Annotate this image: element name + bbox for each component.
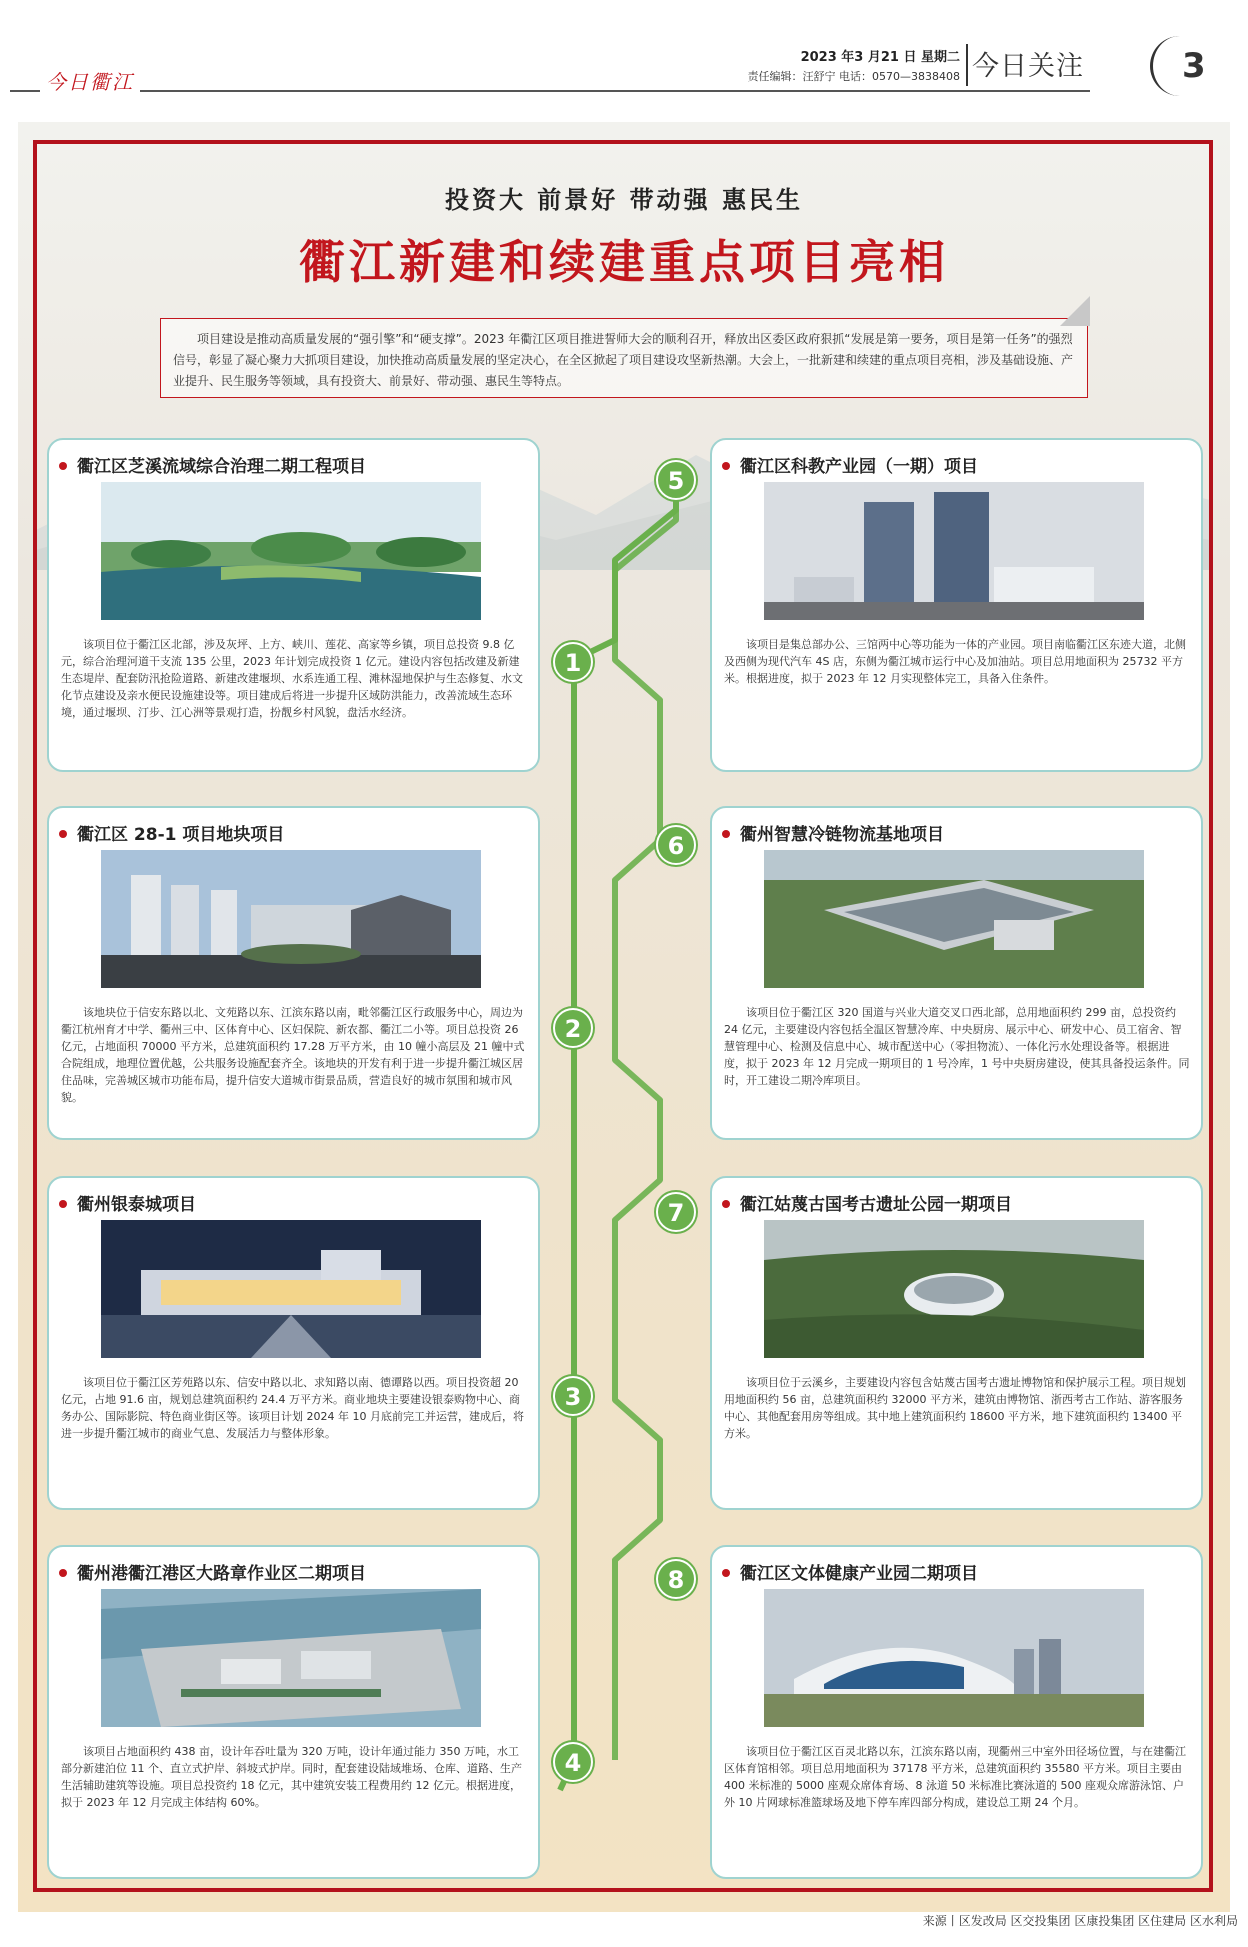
project-title: 衢江区文体健康产业园二期项目 [722,1559,978,1584]
project-description: 该项目位于衢江区 320 国道与兴业大道交叉口西北部，总用地面积约 299 亩，总投资约 24 亿元，主要建设内容包括全温区智慧冷库、中央厨房、展示中心、研发中心、员工宿舍、智慧管理中心、检测及信息中心、城市配送中心（零担物流）、一体化污水处理设备等。根据进度，拟于 2023 年 12 月完成一期项目的 1 号冷库，1 号中央厨房建设，使其具备投运条件。同时，开工建设二期冷库项目。 [724,1006,1190,1087]
project-card-4 [47,1545,540,1879]
bullet-icon [59,830,67,838]
project-card-3 [47,1176,540,1510]
headline: 衢江新建和续建重点项目亮相 [299,235,949,289]
project-card-5 [710,438,1203,772]
project-number-3: 3 [553,1376,593,1416]
project-photo-museum [764,1220,1144,1358]
project-description: 该项目位于衢江区北部，涉及灰坪、上方、峡川、莲花、高家等乡镇，项目总投资 9.8 亿元，综合治理河道干支流 135 公里，2023 年计划完成投资 1 亿元。建设内容包括改建及新建生态堤岸、配套防汛抢险道路、新建改建堰坝、水系连通工程、滩林湿地保护与生态修复、水文化节点建设及亲水便民设施建设等。项目建成后将进一步提升区域防洪能力，改善流域生态环境，通过堰坝、汀步、江心洲等景观打造，扮靓乡村风貌，盘活水经济。 [61,638,523,719]
project-number-1: 1 [553,642,593,682]
project-card-6 [710,806,1203,1140]
project-number-4: 4 [553,1742,593,1782]
project-description: 该项目是集总部办公、三馆两中心等功能为一体的产业园。项目南临衢江区东迹大道，北侧及西侧为现代汽车 4S 店，东侧为衢江城市运行中心及加油站。项目总用地面积为 25732 平方米。根据进度，拟于 2023 年 12 月实现整体完工，具备入住条件。 [724,638,1186,685]
bullet-icon [59,1200,67,1208]
issue-date: 2023 年3 月21 日 星期二 [800,50,960,65]
project-card-7 [710,1176,1203,1510]
project-description: 该项目占地面积约 438 亩，设计年吞吐量为 320 万吨，设计年通过能力 350 万吨，水工部分新建泊位 11 个、直立式护岸、斜坡式护岸。同时，配套建设陆域堆场、仓库、道路、生产生活辅助建筑等设施。项目总投资约 18 亿元，其中建筑安装工程费用约 12 亿元。根据进度，拟于 2023 年 12 月完成主体结构 60%。 [61,1745,522,1809]
project-photo-stadium [764,1589,1144,1727]
editor-info: 责任编辑：汪舒宁 电话：0570—3838408 [747,70,960,83]
bullet-icon [722,1569,730,1577]
section-name: 今日关注 [972,51,1084,82]
project-title: 衢州智慧冷链物流基地项目 [722,820,944,845]
bullet-icon [59,1569,67,1577]
masthead-rule [10,90,1090,92]
project-number-6: 6 [656,825,696,865]
source-line: 来源丨区发改局 区交投集团 区康投集团 区住建局 区水利局 [922,1914,1238,1928]
masthead [0,0,1248,110]
slogan: 投资大 前景好 带动强 惠民生 [444,185,804,214]
project-number-2: 2 [553,1008,593,1048]
project-description: 该地块位于信安东路以北、文苑路以东、江滨东路以南，毗邻衢江区行政服务中心，周边为衢江杭州育才中学、衢州三中、区体育中心、区妇保院、新农都、衢江二小等。项目总投资 26 亿元，占地面积 70000 平方米，总建筑面积约 17.28 万平方米，由 10 幢小高层及 21 幢中式合院组成，地理位置优越，公共服务设施配套齐全。该地块的开发有利于进一步提升衢江城区居住品味，完善城区城市功能布局，提升信安大道城市街景品质，营造良好的城市氛围和城市风貌。 [61,1006,525,1104]
project-number-8: 8 [656,1559,696,1599]
project-description: 该项目位于云溪乡，主要建设内容包含姑蔑古国考古遗址博物馆和保护展示工程。项目规划用地面积约 56 亩，总建筑面积约 32000 平方米，建筑由博物馆、浙西考古工作站、游客服务中心、其他配套用房等组成。其中地上建筑面积约 18600 平方米，地下建筑面积约 13400 平方米。 [724,1376,1186,1440]
project-number-5: 5 [656,460,696,500]
intro-paragraph: 项目建设是推动高质量发展的“强引擎”和“硬支撑”。2023 年衢江区项目推进誓师大会的顺利召开，释放出区委区政府狠抓“发展是第一要务，项目是第一任务”的强烈信号，彰显了凝心聚力大抓项目建设，加快推动高质量发展的坚定决心，在全区掀起了项目建设攻坚新热潮。大会上，一批新建和续建的重点项目亮相，涉及基础设施、产业提升、民生服务等领域，具有投资大、前景好、带动强、惠民生等特点。 [160,318,1088,398]
paper-name: 今日衢江 [40,66,140,95]
project-description: 该项目位于衢江区芳苑路以东、信安中路以北、求知路以南、德谭路以西。项目投资超 20 亿元，占地 91.6 亩，规划总建筑面积约 24.4 万平方米。商业地块主要建设银泰购物中心、商务办公、国际影院、特色商业街区等。该项目计划 2024 年 10 月底前完工并运营，建成后，将进一步提升衢江城市的商业气息、发展活力与整体形象。 [61,1376,524,1440]
bullet-icon [722,1200,730,1208]
project-title: 衢江姑蔑古国考古遗址公园一期项目 [722,1190,1012,1215]
project-number-7: 7 [656,1192,696,1232]
project-photo-river [101,482,481,620]
page-number: 3 [1182,46,1206,86]
project-photo-coldchain [764,850,1144,988]
bullet-icon [722,462,730,470]
bullet-icon [59,462,67,470]
project-title: 衢州港衢江港区大路章作业区二期项目 [59,1559,366,1584]
project-description: 该项目位于衢江区百灵北路以东，江滨东路以南，现衢州三中室外田径场位置，与在建衢江区体育馆相邻。项目总用地面积为 37178 平方米，总建筑面积约 35580 平方米。项目主要由 400 米标准的 5000 座观众席体育场、8 泳道 50 米标准比赛泳道的 500 座观众席游泳馆、户外 10 片网球标准篮球场及地下停车库四部分构成，建设总工期 24 个月。 [724,1745,1186,1809]
project-card-8 [710,1545,1203,1879]
project-photo-port [101,1589,481,1727]
section-divider [966,44,968,86]
page-number-bracket [1150,36,1183,96]
project-photo-mall [101,1220,481,1358]
project-photo-residential [101,850,481,988]
project-photo-towers [764,482,1144,620]
project-card-2 [47,806,540,1140]
project-title: 衢江区科教产业园（一期）项目 [722,452,978,477]
project-title: 衢江区 28-1 项目地块项目 [59,820,284,845]
bullet-icon [722,830,730,838]
project-card-1 [47,438,540,772]
project-title: 衢江区芝溪流域综合治理二期工程项目 [59,452,366,477]
project-title: 衢州银泰城项目 [59,1190,196,1215]
